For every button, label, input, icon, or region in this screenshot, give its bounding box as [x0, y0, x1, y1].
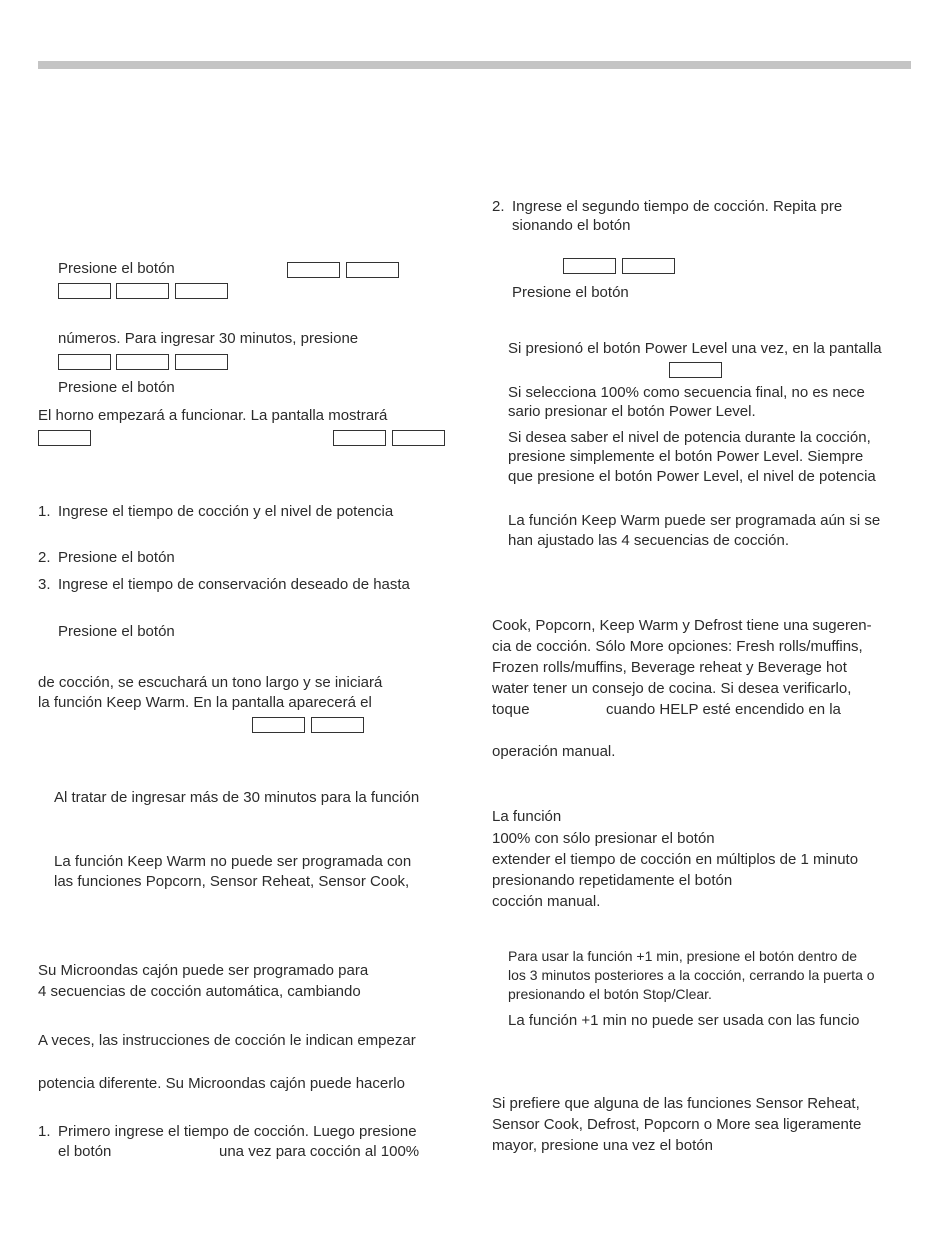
text-line: cia de cocción. Sólo More opciones: Fresh rolls/muffins,	[492, 638, 863, 655]
step-number: 3.	[38, 576, 51, 593]
text-line: Su Microondas cajón puede ser programado para	[38, 962, 369, 979]
display-box	[252, 717, 305, 733]
step-number: 1.	[38, 503, 51, 520]
display-box	[622, 258, 675, 274]
text-line: La función	[492, 808, 562, 825]
note-line: sario presionar el botón Power Level.	[508, 403, 756, 420]
display-box	[116, 354, 169, 370]
text-line: mayor, presione una vez el botón	[492, 1137, 713, 1154]
display-box	[333, 430, 386, 446]
display-box	[311, 717, 364, 733]
display-box	[346, 262, 399, 278]
text-line: Presione el botón	[512, 284, 629, 301]
text-line: Presione el botón	[58, 379, 175, 396]
display-box	[116, 283, 169, 299]
step-number: 2.	[38, 549, 51, 566]
text-line: Presione el botón	[58, 260, 175, 277]
note-line: La función Keep Warm no puede ser programada con	[54, 853, 412, 870]
note-line: que presione el botón Power Level, el nivel de potencia	[508, 468, 876, 485]
display-box	[175, 283, 228, 299]
text-line: extender el tiempo de cocción en múltiplos de 1 minuto	[492, 851, 859, 868]
text-line: de cocción, se escuchará un tono largo y se iniciará	[38, 674, 383, 691]
text-line: El horno empezará a funcionar. La pantalla mostrará	[38, 407, 388, 424]
display-box	[287, 262, 340, 278]
text-line: 4 secuencias de cocción automática, cambiando	[38, 983, 361, 1000]
note-line: han ajustado las 4 secuencias de cocción.	[508, 532, 790, 549]
step-number: 1.	[38, 1123, 51, 1140]
note-line: Al tratar de ingresar más de 30 minutos para la función	[54, 789, 420, 806]
display-box	[58, 283, 111, 299]
text-line: water tener un consejo de cocina. Si desea verificarlo,	[492, 680, 852, 697]
text-line: Cook, Popcorn, Keep Warm y Defrost tiene una sugeren-	[492, 617, 872, 634]
header-rule	[38, 61, 911, 69]
note-line: los 3 minutos posteriores a la cocción, cerrando la puerta o	[508, 967, 875, 983]
text-line: Ingrese el segundo tiempo de cocción. Repita pre	[512, 198, 843, 215]
text-line: cuando HELP esté encendido en la	[606, 701, 841, 718]
note-line: Si presionó el botón Power Level una vez, en la pantalla	[508, 340, 882, 357]
text-line: Frozen rolls/muffins, Beverage reheat y Beverage hot	[492, 659, 847, 676]
display-box	[669, 362, 722, 378]
text-line: Presione el botón	[58, 549, 175, 566]
note-line: Si desea saber el nivel de potencia durante la cocción,	[508, 429, 871, 446]
text-line: A veces, las instrucciones de cocción le indican empezar	[38, 1032, 416, 1049]
text-line: potencia diferente. Su Microondas cajón puede hacerlo	[38, 1075, 405, 1092]
text-line: Ingrese el tiempo de conservación deseado de hasta	[58, 576, 410, 593]
text-line: Sensor Cook, Defrost, Popcorn o More sea ligeramente	[492, 1116, 862, 1133]
note-line: Si selecciona 100% como secuencia final, no es nece	[508, 384, 865, 401]
text-line: cocción manual.	[492, 893, 601, 910]
text-line: toque	[492, 701, 530, 718]
text-line: números. Para ingresar 30 minutos, presione	[58, 330, 359, 347]
display-box	[38, 430, 91, 446]
text-line: Si prefiere que alguna de las funciones Sensor Reheat,	[492, 1095, 860, 1112]
note-line: presionando el botón Stop/Clear.	[508, 986, 712, 1002]
display-box	[175, 354, 228, 370]
display-box	[563, 258, 616, 274]
text-line: el botón	[58, 1143, 112, 1160]
step-number: 2.	[492, 198, 505, 215]
text-line: Primero ingrese el tiempo de cocción. Luego presione	[58, 1123, 417, 1140]
text-line: Presione el botón	[58, 623, 175, 640]
note-line: las funciones Popcorn, Sensor Reheat, Sensor Cook,	[54, 873, 410, 890]
text-line: Ingrese el tiempo de cocción y el nivel de potencia	[58, 503, 394, 520]
text-line: la función Keep Warm. En la pantalla aparecerá el	[38, 694, 372, 711]
note-line: La función Keep Warm puede ser programada aún si se	[508, 512, 881, 529]
display-box	[392, 430, 445, 446]
note-line: presione simplemente el botón Power Level. Siempre	[508, 448, 864, 465]
text-line: presionando repetidamente el botón	[492, 872, 733, 889]
note-line: Para usar la función +1 min, presione el botón dentro de	[508, 948, 858, 964]
text-line: una vez para cocción al 100%	[219, 1143, 420, 1160]
text-line: 100% con sólo presionar el botón	[492, 830, 715, 847]
display-box	[58, 354, 111, 370]
text-line: operación manual.	[492, 743, 616, 760]
note-line: La función +1 min no puede ser usada con las funcio	[508, 1012, 860, 1029]
text-line: sionando el botón	[512, 217, 631, 234]
